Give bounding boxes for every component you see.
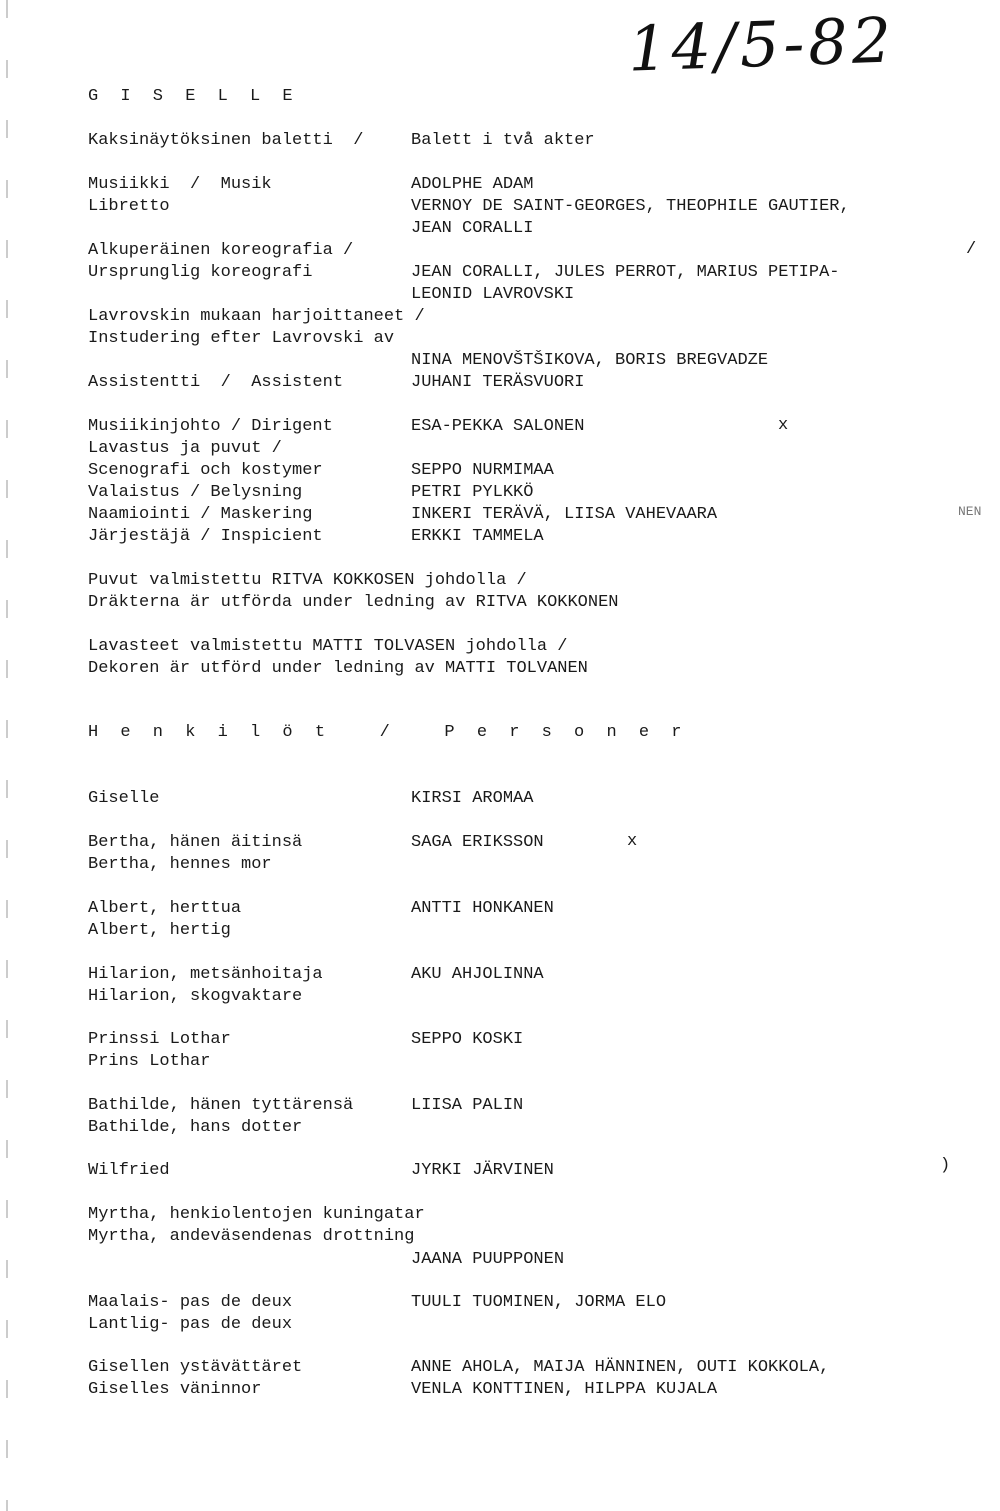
role-name-fi: Wilfried	[88, 1161, 170, 1180]
credit-label: Ursprunglig koreografi	[88, 263, 313, 282]
credit-label: Musiikinjohto / Dirigent	[88, 417, 333, 436]
role-name-fi: Bathilde, hänen tyttärensä	[88, 1096, 354, 1115]
role-cast: AKU AHJOLINNA	[411, 965, 544, 984]
role-name-fi: Prinssi Lothar	[88, 1030, 231, 1049]
role-name-sv: Prins Lothar	[88, 1052, 211, 1071]
role-name-fi: Giselle	[88, 789, 160, 808]
role-cast: TUULI TUOMINEN, JORMA ELO	[411, 1293, 667, 1312]
credit-value: JEAN CORALLI, JULES PERROT, MARIUS PETIPA-	[411, 263, 840, 282]
role-cast: SAGA ERIKSSON	[411, 833, 544, 852]
sets-note-fi: Lavasteet valmistettu MATTI TOLVASEN johdolla /	[88, 637, 568, 656]
role-cast: ANNE AHOLA, MAIJA HÄNNINEN, OUTI KOKKOLA,	[411, 1358, 830, 1377]
credit-value: SEPPO NURMIMAA	[411, 461, 554, 480]
costumes-note-sv: Dräkterna är utförda under ledning av RITVA KOKKONEN	[88, 593, 619, 612]
credit-value: ADOLPHE ADAM	[411, 175, 534, 194]
credit-label: Valaistus / Belysning	[88, 483, 303, 502]
role-cast: JAANA PUUPPONEN	[411, 1250, 565, 1269]
credit-label: Instudering efter Lavrovski av	[88, 329, 395, 348]
persons-heading: H e n k i l ö t / P e r s o n e r	[88, 723, 688, 742]
left-edge-scan-artifact	[6, 0, 8, 1511]
role-cast: ANTTI HONKANEN	[411, 899, 554, 918]
page-title: G I S E L L E	[88, 87, 299, 106]
credit-value: INKERI TERÄVÄ, LIISA VAHEVAARA	[411, 505, 718, 524]
subtitle-fi: Kaksinäytöksinen baletti /	[88, 131, 364, 150]
credit-value: LEONID LAVROVSKI	[411, 285, 575, 304]
x-mark: x	[778, 416, 789, 435]
credit-label: Scenografi och kostymer	[88, 461, 323, 480]
role-name-sv: Hilarion, skogvaktare	[88, 987, 303, 1006]
role-name-fi: Myrtha, henkiolentojen kuningatar	[88, 1205, 425, 1224]
edge-text-fragment: NEN	[958, 504, 982, 519]
role-name-fi: Gisellen ystävättäret	[88, 1358, 303, 1377]
role-name-fi: Bertha, hänen äitinsä	[88, 833, 303, 852]
x-mark: x	[627, 832, 638, 851]
credit-label: Alkuperäinen koreografia /	[88, 241, 354, 260]
role-cast: LIISA PALIN	[411, 1096, 524, 1115]
role-cast: KIRSI AROMAA	[411, 789, 534, 808]
role-cast: SEPPO KOSKI	[411, 1030, 524, 1049]
credit-value: JUHANI TERÄSVUORI	[411, 373, 585, 392]
credit-label: Järjestäjä / Inspicient	[88, 527, 323, 546]
costumes-note-fi: Puvut valmistettu RITVA KOKKOSEN johdolla /	[88, 571, 527, 590]
slash-mark: /	[966, 240, 977, 259]
role-name-fi: Maalais- pas de deux	[88, 1293, 293, 1312]
role-name-sv: Bertha, hennes mor	[88, 855, 272, 874]
credit-label: Assistentti / Assistent	[88, 373, 344, 392]
role-name-sv: Myrtha, andeväsendenas drottning	[88, 1227, 415, 1246]
credit-label: Lavrovskin mukaan harjoittaneet /	[88, 307, 425, 326]
credit-label: Libretto	[88, 197, 170, 216]
role-name-sv: Lantlig- pas de deux	[88, 1315, 293, 1334]
handwritten-date: 14/5-82	[626, 3, 897, 86]
credit-value: JEAN CORALLI	[411, 219, 534, 238]
sets-note-sv: Dekoren är utförd under ledning av MATTI TOLVANEN	[88, 659, 588, 678]
credit-label: Naamiointi / Maskering	[88, 505, 313, 524]
subtitle-sv: Balett i två akter	[411, 131, 595, 150]
credit-value: ERKKI TAMMELA	[411, 527, 544, 546]
role-name-sv: Giselles väninnor	[88, 1380, 262, 1399]
role-name-fi: Hilarion, metsänhoitaja	[88, 965, 323, 984]
role-cast: JYRKI JÄRVINEN	[411, 1161, 554, 1180]
role-name-sv: Bathilde, hans dotter	[88, 1118, 303, 1137]
credit-value: VERNOY DE SAINT-GEORGES, THEOPHILE GAUTIER,	[411, 197, 850, 216]
credit-value: NINA MENOVŠTŠIKOVA, BORIS BREGVADZE	[411, 351, 769, 370]
role-name-sv: Albert, hertig	[88, 921, 231, 940]
credit-label: Musiikki / Musik	[88, 175, 272, 194]
credit-value: PETRI PYLKKÖ	[411, 483, 534, 502]
role-cast-continued: VENLA KONTTINEN, HILPPA KUJALA	[411, 1380, 718, 1399]
paren-mark: )	[940, 1156, 951, 1175]
credit-label: Lavastus ja puvut /	[88, 439, 282, 458]
role-name-fi: Albert, herttua	[88, 899, 242, 918]
credit-value: ESA-PEKKA SALONEN	[411, 417, 585, 436]
